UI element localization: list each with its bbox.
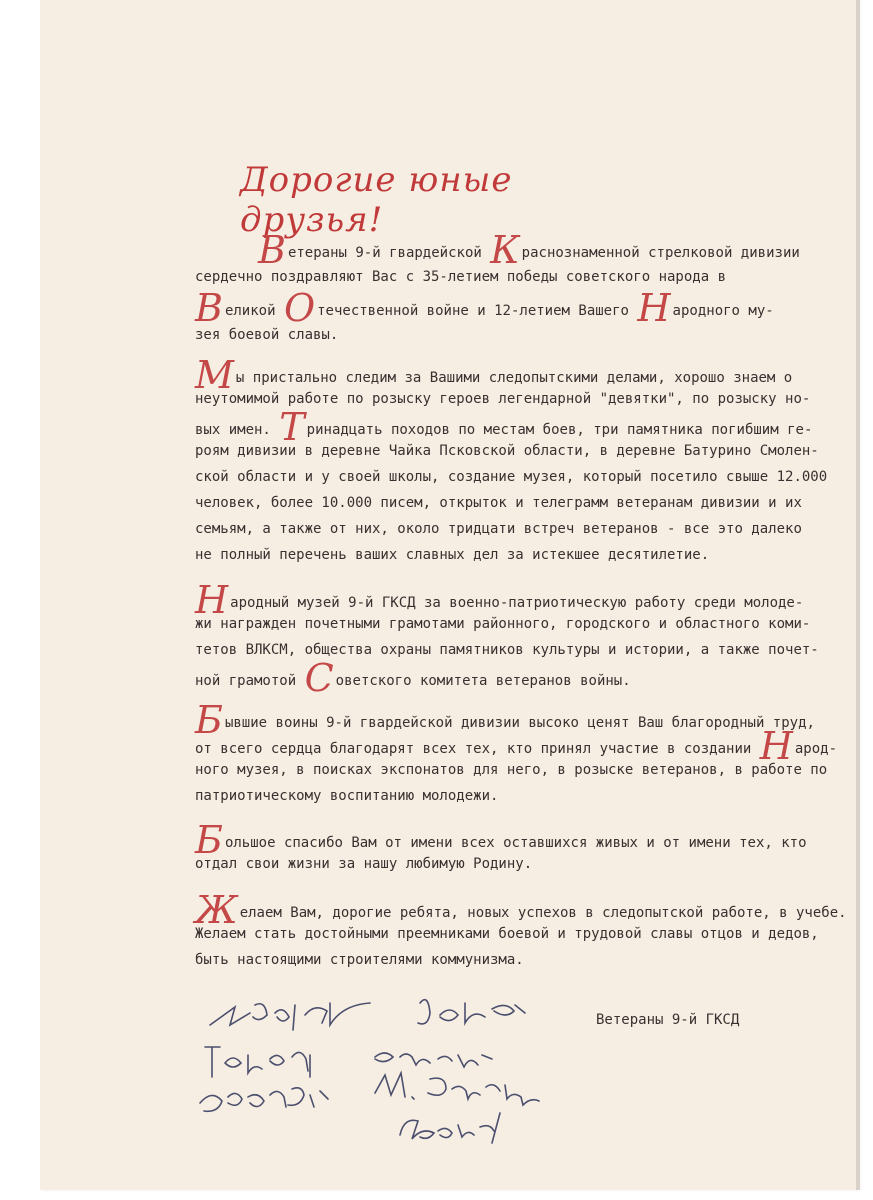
letter-heading: Дорогие юные друзья!: [240, 160, 513, 240]
paragraph-line: [195, 926, 819, 942]
paragraph-line: [195, 952, 524, 968]
line-text: тетов ВЛКСМ, общества охраны памятников культуры и истории, а также почет-: [195, 642, 819, 658]
line-text: ной грамотой: [195, 673, 305, 689]
line-text: оветского комитета ветеранов войны.: [335, 673, 631, 689]
paragraph-line: [195, 286, 774, 330]
decorative-initial: Б: [195, 698, 223, 742]
line-text: ывшие воины 9-й гвардейской дивизии высоко ценят Ваш благородный труд,: [224, 715, 815, 731]
line-text: арод-: [794, 741, 838, 757]
line-text: отдал свои жизни за нашу любимую Родину.: [195, 856, 533, 872]
line-text: ародного му-: [672, 303, 774, 319]
paragraph-line: [195, 469, 827, 485]
paragraph-line: [195, 698, 815, 742]
line-text: ской области и у своей школы, создание музея, который посетило свыше 12.000: [195, 469, 828, 485]
decorative-initial: М: [195, 353, 234, 397]
signature-scribbles: [180, 985, 560, 1155]
paragraph-line: [195, 443, 819, 459]
line-text: семьям, а также от них, около тридцати встреч ветеранов - все это далеко: [195, 521, 802, 537]
line-text: елаем Вам, дорогие ребята, новых успехов в следопытской работе, в учебе.: [239, 905, 847, 921]
paper-edge: [856, 0, 860, 1190]
decorative-initial: В: [195, 286, 223, 330]
decorative-initial: Н: [637, 286, 671, 330]
paragraph-line: [195, 888, 847, 932]
line-text: течественной войне и 12-летием Вашего: [317, 303, 638, 319]
decorative-initial: К: [490, 228, 520, 272]
paragraph-line: [258, 228, 800, 272]
decorative-initial: В: [258, 228, 286, 272]
signatures: [180, 985, 560, 1155]
paragraph-line: [195, 788, 498, 804]
line-text: ародный музей 9-й ГКСД за военно-патриотическую работу среди молоде-: [230, 595, 804, 611]
paragraph-line: [195, 495, 802, 511]
line-text: быть настоящими строителями коммунизма.: [195, 952, 524, 968]
decorative-initial: Б: [195, 818, 223, 862]
decorative-initial: О: [283, 286, 316, 330]
decorative-initial: Т: [279, 405, 305, 449]
line-text: роям дивизии в деревне Чайка Псковской области, в деревне Батурино Смолен-: [195, 443, 819, 459]
paragraph-line: [195, 656, 631, 700]
decorative-initial: Н: [759, 724, 793, 768]
paragraph-line: [195, 578, 804, 622]
line-text: человек, более 10.000 писем, открыток и телеграмм ветеранам дивизии и их: [195, 495, 802, 511]
paragraph-line: [195, 818, 807, 862]
decorative-initial: С: [304, 656, 334, 700]
paragraph-line: [195, 327, 338, 343]
paragraph-line: [195, 353, 793, 397]
decorative-initial: Ж: [195, 888, 238, 932]
line-text: не полный перечень ваших славных дел за истекшее десятилетие.: [195, 547, 710, 563]
line-text: патриотическому воспитанию молодежи.: [195, 788, 499, 804]
line-text: ы пристально следим за Вашими следопытскими делами, хорошо знаем о: [235, 370, 793, 386]
paragraph-line: [195, 856, 532, 872]
paragraph-line: [195, 642, 819, 658]
line-text: зея боевой славы.: [195, 327, 339, 343]
line-text: ольшое спасибо Вам от имени всех оставшихся живых и от имени тех, кто: [224, 835, 807, 851]
paragraph-line: [195, 762, 827, 778]
line-text: раснознаменной стрелковой дивизии: [521, 245, 800, 261]
line-text: от всего сердца благодарят всех тех, кто принял участие в создании: [195, 741, 760, 757]
line-text: неутомимой работе по розыску героев легендарной "девятки", по розыску но-: [195, 391, 811, 407]
paragraph-line: [195, 724, 838, 768]
paragraph-line: [195, 405, 813, 449]
decorative-initial: Н: [195, 578, 229, 622]
paragraph-line: [195, 616, 810, 632]
line-text: сердечно поздравляют Вас с 35-летием победы советского народа в: [195, 269, 727, 285]
line-text: еликой: [224, 303, 284, 319]
line-text: ного музея, в поисках экспонатов для него, в розыске ветеранов, в работе по: [195, 762, 828, 778]
paragraph-line: [195, 269, 726, 285]
line-text: жи награжден почетными грамотами районного, городского и областного коми-: [195, 616, 811, 632]
line-text: Желаем стать достойными преемниками боевой и трудовой славы отцов и дедов,: [195, 926, 819, 942]
line-text: етераны 9-й гвардейской: [287, 245, 491, 261]
paragraph-line: [195, 521, 802, 537]
closing-signature-text: Ветераны 9-й ГКСД: [596, 1012, 740, 1028]
line-text: ринадцать походов по местам боев, три памятника погибшим ге-: [306, 422, 813, 438]
line-text: вых имен.: [195, 422, 280, 438]
paragraph-line: [195, 547, 709, 563]
